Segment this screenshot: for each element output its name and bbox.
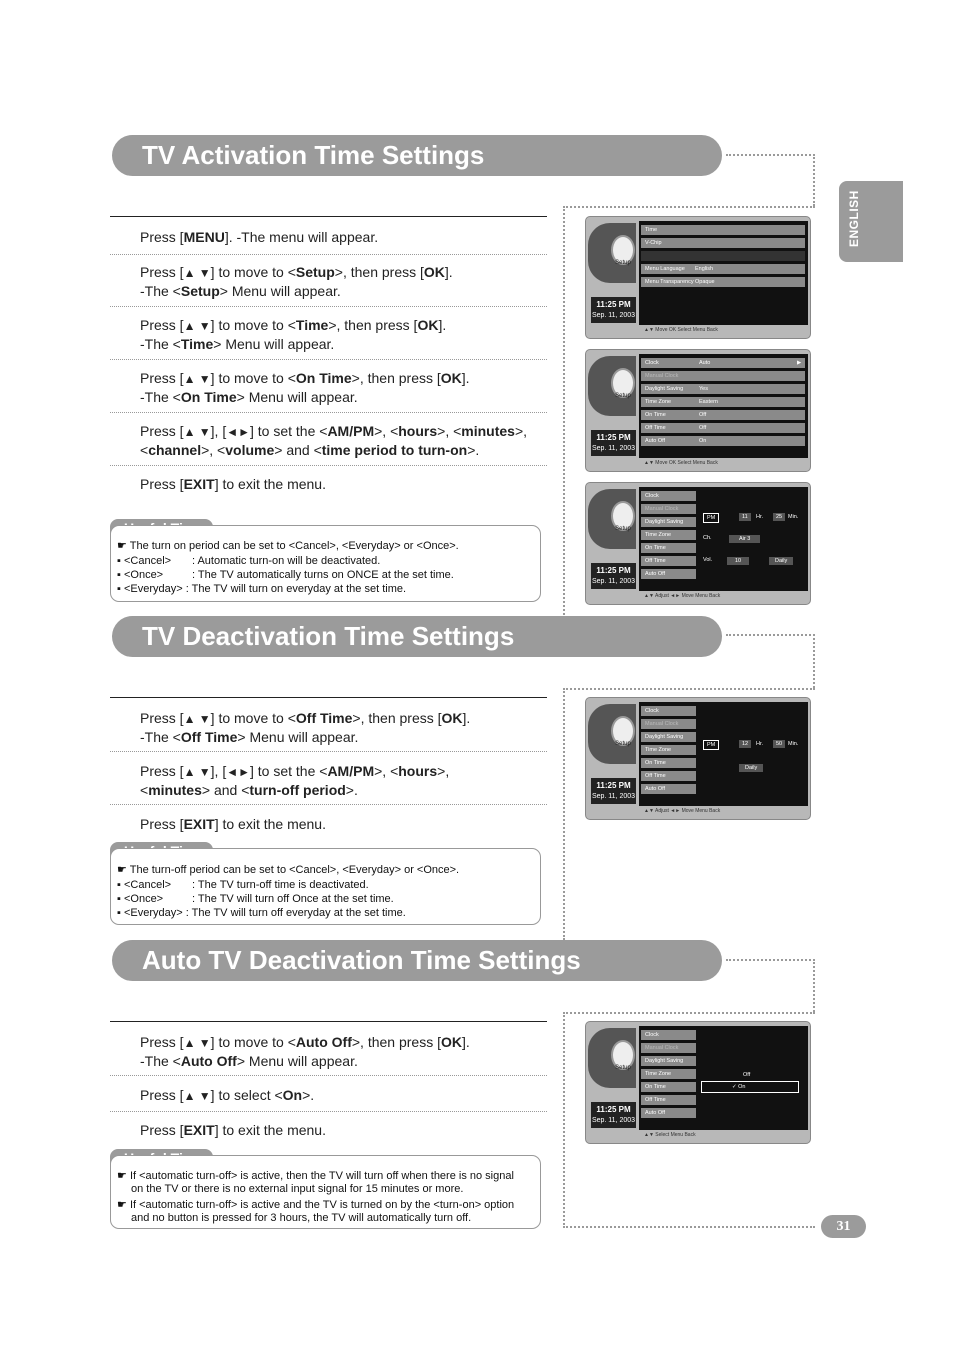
menu-item: Manual Clock [641, 719, 696, 729]
menu-value: Opaque [695, 279, 715, 285]
step-divider [110, 1111, 547, 1112]
tip-line: ▪ <Everyday> : The TV will turn off everyday at the set time. [117, 907, 406, 919]
minute-label: Min. [788, 514, 799, 520]
menu-item: Manual Clock [641, 1043, 696, 1053]
step-divider [110, 804, 547, 805]
menu-item: Time Zone [641, 745, 696, 755]
tip-line: ▪ <Once> : The TV will turn off Once at the set time. [117, 893, 394, 905]
menu-screen [639, 702, 808, 806]
useful-tips-box [110, 525, 541, 602]
step-divider [110, 254, 547, 255]
ampm-field: PM [703, 513, 719, 523]
menu-item: Clock [641, 1030, 696, 1040]
menu-item: Clock [641, 491, 696, 501]
tip-line: ▪ <Cancel> : Automatic turn-on will be deactivated. [117, 555, 381, 567]
menu-item: Clock [641, 358, 805, 368]
step-divider [110, 1075, 547, 1076]
section-title-deactivation: TV Deactivation Time Settings [112, 616, 722, 657]
ampm-field: PM [703, 740, 719, 750]
menu-item [641, 251, 805, 261]
setup-icon: Setup [611, 501, 635, 531]
section-title-activation: TV Activation Time Settings [112, 135, 722, 176]
section-rule [110, 697, 547, 698]
clock-display: 11:25 PM Sep. 11, 2003 [591, 1102, 636, 1128]
setup-icon: Setup [611, 716, 635, 746]
section-title-auto-off: Auto TV Deactivation Time Settings [112, 940, 722, 981]
channel-field: Air 3 [729, 535, 760, 543]
menu-screen [639, 487, 808, 591]
hour-label: Hr. [756, 741, 764, 747]
menu-value: Eastern [699, 399, 718, 405]
screen-time-menu [585, 349, 811, 472]
menu-item: Auto Off [641, 569, 696, 579]
step-text: Press [▲ ▼] to move to <Off Time>, then press [OK]. -The <Off Time> Menu will appear. [140, 710, 471, 745]
clock-display: 11:25 PM Sep. 11, 2003 [591, 778, 636, 804]
clock-display: 11:25 PM Sep. 11, 2003 [591, 430, 636, 456]
screen-on-time [585, 482, 811, 605]
menu-item: Daylight Saving [641, 732, 696, 742]
menu-item: On Time [641, 410, 805, 420]
hour-label: Hr. [756, 514, 764, 520]
menu-item: Auto Off [641, 436, 805, 446]
minute-label: Min. [788, 741, 799, 747]
step-text: Press [▲ ▼] to move to <Setup>, then press [OK]. -The <Setup> Menu will appear. [140, 264, 453, 299]
tip-line: ☛ The turn-off period can be set to <Cancel>, <Everyday> or <Once>. [117, 864, 460, 876]
volume-label: Vol. [703, 557, 713, 563]
tip-line: ☛ If <automatic turn-off> is active, then the TV will turn off when there is no signal [117, 1170, 514, 1182]
setup-icon: Setup [611, 368, 635, 398]
step-divider [110, 465, 547, 466]
menu-item: Daylight Saving [641, 1056, 696, 1066]
arrow-right-icon: ▶ [797, 360, 802, 366]
menu-screen [639, 354, 808, 458]
menu-item: On Time [641, 543, 696, 553]
screen-footer: ▲▼ Adjust ◄► Move Menu Back [644, 593, 721, 599]
dotted-connector [726, 154, 815, 206]
language-tab [839, 181, 903, 262]
step-text: Press [▲ ▼], [◄►] to set the <AM/PM>, <hours>, <minutes> and <turn-off period>. [140, 763, 450, 798]
step-divider [110, 412, 547, 413]
menu-item: Daylight Saving [641, 517, 696, 527]
period-field: Daily [769, 557, 793, 565]
step-divider [110, 751, 547, 752]
menu-item: Manual Clock [641, 371, 805, 381]
menu-value: On [699, 438, 707, 444]
menu-item: Manual Clock [641, 504, 696, 514]
clock-display: 11:25 PM Sep. 11, 2003 [591, 297, 636, 323]
menu-item: Off Time [641, 556, 696, 566]
screen-footer: ▲▼ Select Menu Back [644, 1132, 696, 1138]
minute-field: 25 [773, 513, 785, 521]
hour-field: 12 [739, 740, 751, 748]
clock-display: 11:25 PM Sep. 11, 2003 [591, 563, 636, 589]
menu-screen [639, 221, 808, 325]
step-text: Press [MENU]. -The menu will appear. [140, 229, 379, 245]
step-text: Press [EXIT] to exit the menu. [140, 1122, 326, 1138]
menu-item: Time Zone [641, 530, 696, 540]
option-off: Off [743, 1072, 751, 1078]
menu-item: Time [641, 225, 805, 235]
menu-item: Menu Language [641, 264, 805, 274]
menu-item: Off Time [641, 1095, 696, 1105]
tip-line: ☛ The turn on period can be set to <Cancel>, <Everyday> or <Once>. [117, 540, 459, 552]
menu-item: Time Zone [641, 397, 805, 407]
menu-value: Auto [699, 360, 711, 366]
tip-line: ▪ <Everyday> : The TV will turn on everyday at the set time. [117, 583, 407, 595]
menu-item: Auto Off [641, 784, 696, 794]
useful-tips-box [110, 1155, 541, 1229]
language-label: ENGLISH [847, 190, 861, 247]
menu-value: Off [699, 412, 707, 418]
step-divider [110, 306, 547, 307]
menu-item: Daylight Saving [641, 384, 805, 394]
menu-value: Yes [699, 386, 708, 392]
hour-field: 11 [739, 513, 751, 521]
step-text: Press [▲ ▼] to move to <On Time>, then press [OK]. -The <On Time> Menu will appear. [140, 370, 470, 405]
menu-item: Time Zone [641, 1069, 696, 1079]
channel-label: Ch. [703, 535, 712, 541]
step-text: Press [EXIT] to exit the menu. [140, 816, 326, 832]
dotted-connector [726, 959, 815, 1012]
useful-tips-box [110, 848, 541, 925]
page-number: 31 [821, 1215, 866, 1238]
step-text: Press [▲ ▼] to move to <Time>, then press [OK]. -The <Time> Menu will appear. [140, 317, 447, 352]
tip-line: ▪ <Cancel> : The TV turn-off time is deactivated. [117, 879, 369, 891]
step-text: Press [EXIT] to exit the menu. [140, 476, 326, 492]
tip-line: ▪ <Once> : The TV automatically turns on ONCE at the set time. [117, 569, 454, 581]
menu-item: Menu Transparency [641, 277, 805, 287]
period-field: Daily [739, 764, 763, 772]
screen-footer: ▲▼ Move OK Select Menu Back [644, 327, 718, 333]
menu-value: Off [699, 425, 707, 431]
screen-footer: ▲▼ Adjust ◄► Move Menu Back [644, 808, 721, 814]
section-rule [110, 216, 547, 217]
menu-item: Clock [641, 706, 696, 716]
setup-icon: Setup [611, 235, 635, 265]
step-divider [110, 359, 547, 360]
menu-item: V-Chip [641, 238, 805, 248]
screen-off-time [585, 697, 811, 820]
setup-icon: Setup [611, 1040, 635, 1070]
screen-auto-off [585, 1021, 811, 1144]
step-text: Press [▲ ▼], [◄►] to set the <AM/PM>, <hours>, <minutes>, <channel>, <volume> and <time period to turn-on>. [140, 423, 528, 458]
menu-screen [639, 1026, 808, 1130]
section-rule [110, 1021, 547, 1022]
tip-line: ☛ If <automatic turn-off> is active and the TV is turned on by the <turn-on> option [117, 1199, 515, 1211]
dotted-connector [726, 634, 815, 688]
tip-line: on the TV or there is no external input signal for 15 minutes or more. [131, 1183, 464, 1195]
menu-item: On Time [641, 1082, 696, 1092]
screen-footer: ▲▼ Move OK Select Menu Back [644, 460, 718, 466]
step-text: Press [▲ ▼] to select <On>. [140, 1087, 315, 1103]
tip-line: and no button is pressed for 3 hours, the TV will automatically turn off. [131, 1212, 472, 1224]
volume-field: 10 [727, 557, 749, 565]
minute-field: 50 [773, 740, 785, 748]
screen-setup-menu [585, 216, 811, 339]
option-on: ✓ On [701, 1081, 799, 1093]
step-text: Press [▲ ▼] to move to <Auto Off>, then press [OK]. -The <Auto Off> Menu will appear. [140, 1034, 470, 1069]
menu-item: Off Time [641, 771, 696, 781]
menu-value: English [695, 266, 714, 272]
menu-item: Auto Off [641, 1108, 696, 1118]
menu-item: Off Time [641, 423, 805, 433]
menu-item: On Time [641, 758, 696, 768]
